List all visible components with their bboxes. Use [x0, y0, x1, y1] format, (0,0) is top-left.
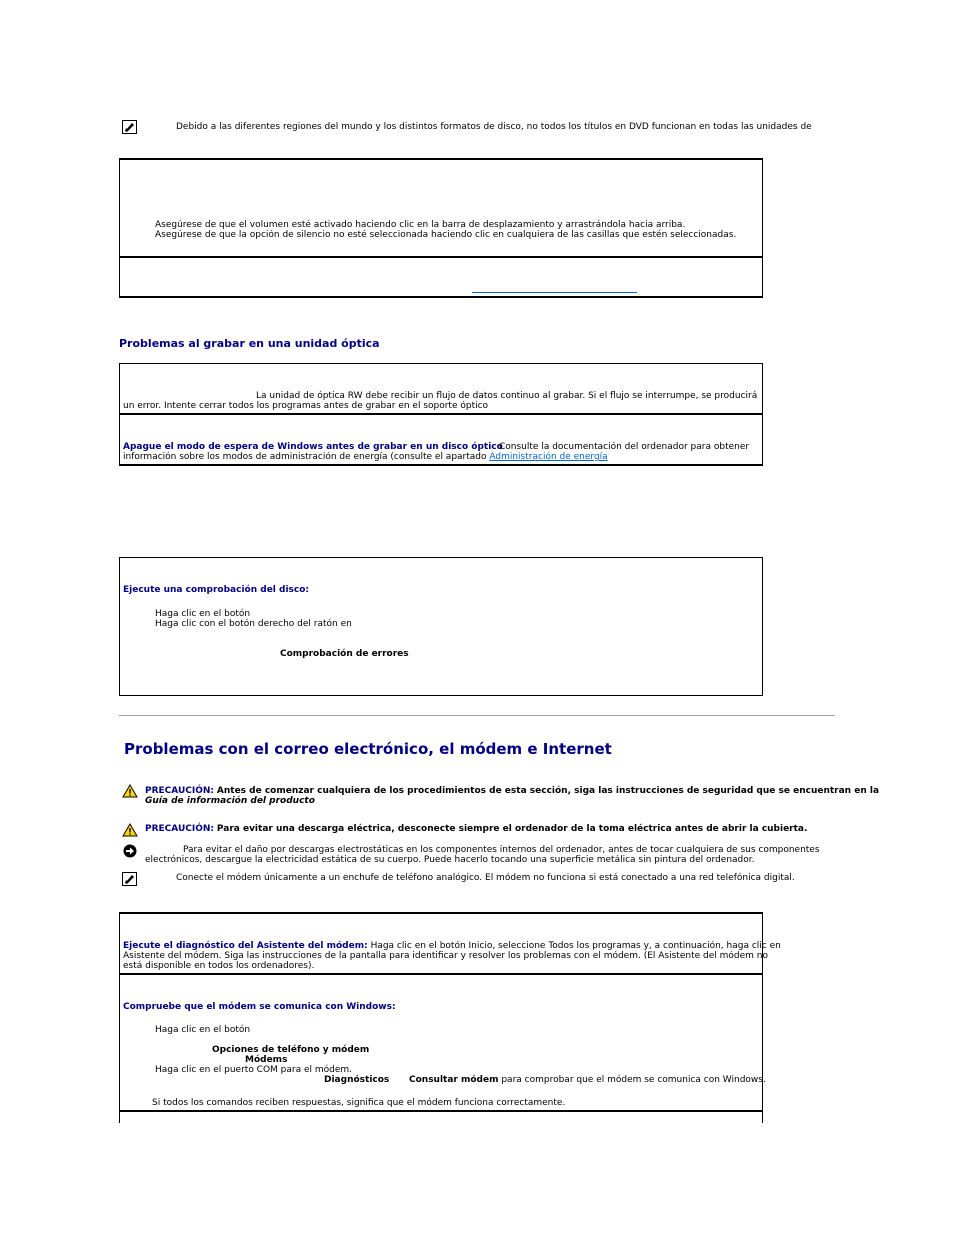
burn-section-title: Problemas al grabar en una unidad óptica [119, 337, 380, 350]
table-divider [119, 1110, 763, 1112]
modem-section-title: Problemas con el correo electrónico, el módem e Internet [124, 740, 612, 758]
modem-step4 [409, 1075, 766, 1085]
caution-icon [122, 784, 138, 801]
caution1-italic: Guía de información del producto [145, 796, 315, 806]
modem-note-text: Conecte el módem únicamente a un enchufe de teléfono analógico. El módem no funciona si está conectado a una red telefónica digital. [176, 873, 795, 883]
modem-final: Si todos los comandos reciben respuestas, significa que el módem funciona correctamente. [152, 1098, 566, 1108]
modems-tab-label: Módems [245, 1055, 288, 1065]
power-management-link[interactable]: Administración de energía [489, 452, 608, 462]
modem-row1-line1 [123, 941, 781, 951]
table-divider [119, 413, 763, 415]
standby-heading: Apague el modo de espera de Windows antes de grabar en un disco óptico [123, 442, 503, 452]
table-divider [119, 256, 763, 258]
notice-line1: Para evitar el daño por descargas electrostáticas en los componentes internos del ordenador, antes de tocar cualquiera de sus componentes [183, 845, 820, 855]
caution2-text: Para evitar una descarga eléctrica, desconecte siempre el ordenador de la toma eléctrica antes de abrir la cubierta. [216, 824, 808, 834]
standby-text2-body: información sobre los modos de administración de energía (consulte el apartado [123, 452, 490, 462]
note-text: Debido a las diferentes regiones del mundo y los distintos formatos de disco, no todos los títulos en DVD funcionan en todas las unidades de [176, 122, 812, 132]
error-check-label: Comprobación de errores [280, 649, 409, 659]
diagnostics-label: Diagnósticos [324, 1075, 390, 1085]
disk-check-heading: Ejecute una comprobación del disco: [123, 585, 310, 595]
modem-wizard-heading: Ejecute el diagnóstico del Asistente del módem: [123, 941, 368, 951]
section-divider [119, 715, 835, 716]
caution1-label: PRECAUCIÓN: [145, 786, 215, 796]
query-modem-label: Consultar módem [409, 1075, 499, 1085]
modem-step1: Haga clic en el botón [155, 1025, 251, 1035]
standby-text1: Consulte la documentación del ordenador para obtener [499, 442, 750, 452]
modem-row1-text2: Asistente del módem. Siga las instrucciones de la pantalla para identificar y resolver los problemas con el módem. (El Asistente del módem no [123, 951, 768, 961]
disk-step1: Haga clic en el botón [155, 609, 251, 619]
caution1-text: Antes de comenzar cualquiera de los procedimientos de esta sección, siga las instrucciones de seguridad que se encuentran en la [216, 786, 880, 796]
burn-row1-line2: un error. Intente cerrar todos los programas antes de grabar en el soporte óptico [123, 401, 489, 411]
caution2 [145, 824, 807, 834]
burn-row1-line1: La unidad de óptica RW debe recibir un flujo de datos continuo al grabar. Si el flujo se interrumpe, se producirá [256, 391, 758, 401]
modem-comm-heading: Compruebe que el módem se comunica con Windows: [123, 1002, 396, 1012]
modem-row1-text1: Haga clic en el botón Inicio, seleccione Todos los programas y, a continuación, haga clic en [367, 941, 781, 951]
modem-step4-tail: para comprobar que el módem se comunica con Windows. [498, 1075, 766, 1085]
mute-line: Asegúrese de que la opción de silencio no esté seleccionada haciendo clic en cualquiera de las casillas que estén seleccionadas. [155, 230, 737, 240]
modem-step3: Haga clic en el puerto COM para el módem. [155, 1065, 353, 1075]
notice-arrow-icon [123, 844, 137, 861]
volume-line: Asegúrese de que el volumen esté activado haciendo clic en la barra de desplazamiento y arrastrándola hacia arriba. [155, 220, 686, 230]
caution2-label: PRECAUCIÓN: [145, 824, 215, 834]
note-pencil-icon [122, 872, 137, 889]
notice-line2: electrónicos, descargue la electricidad estática de su cuerpo. Puede hacerlo tocando una superficie metálica sin pintura del ordenador. [145, 855, 755, 865]
table-divider [119, 973, 763, 975]
modem-row1-text3: está disponible en todos los ordenadores). [123, 961, 315, 971]
caution1 [145, 786, 879, 796]
phone-modem-options-label: Opciones de teléfono y módem [212, 1045, 370, 1055]
note-pencil-icon [122, 120, 137, 137]
standby-text2 [123, 452, 608, 462]
underline-link[interactable] [472, 292, 637, 293]
caution-icon [122, 823, 138, 840]
disk-step2: Haga clic con el botón derecho del ratón en [155, 619, 352, 629]
